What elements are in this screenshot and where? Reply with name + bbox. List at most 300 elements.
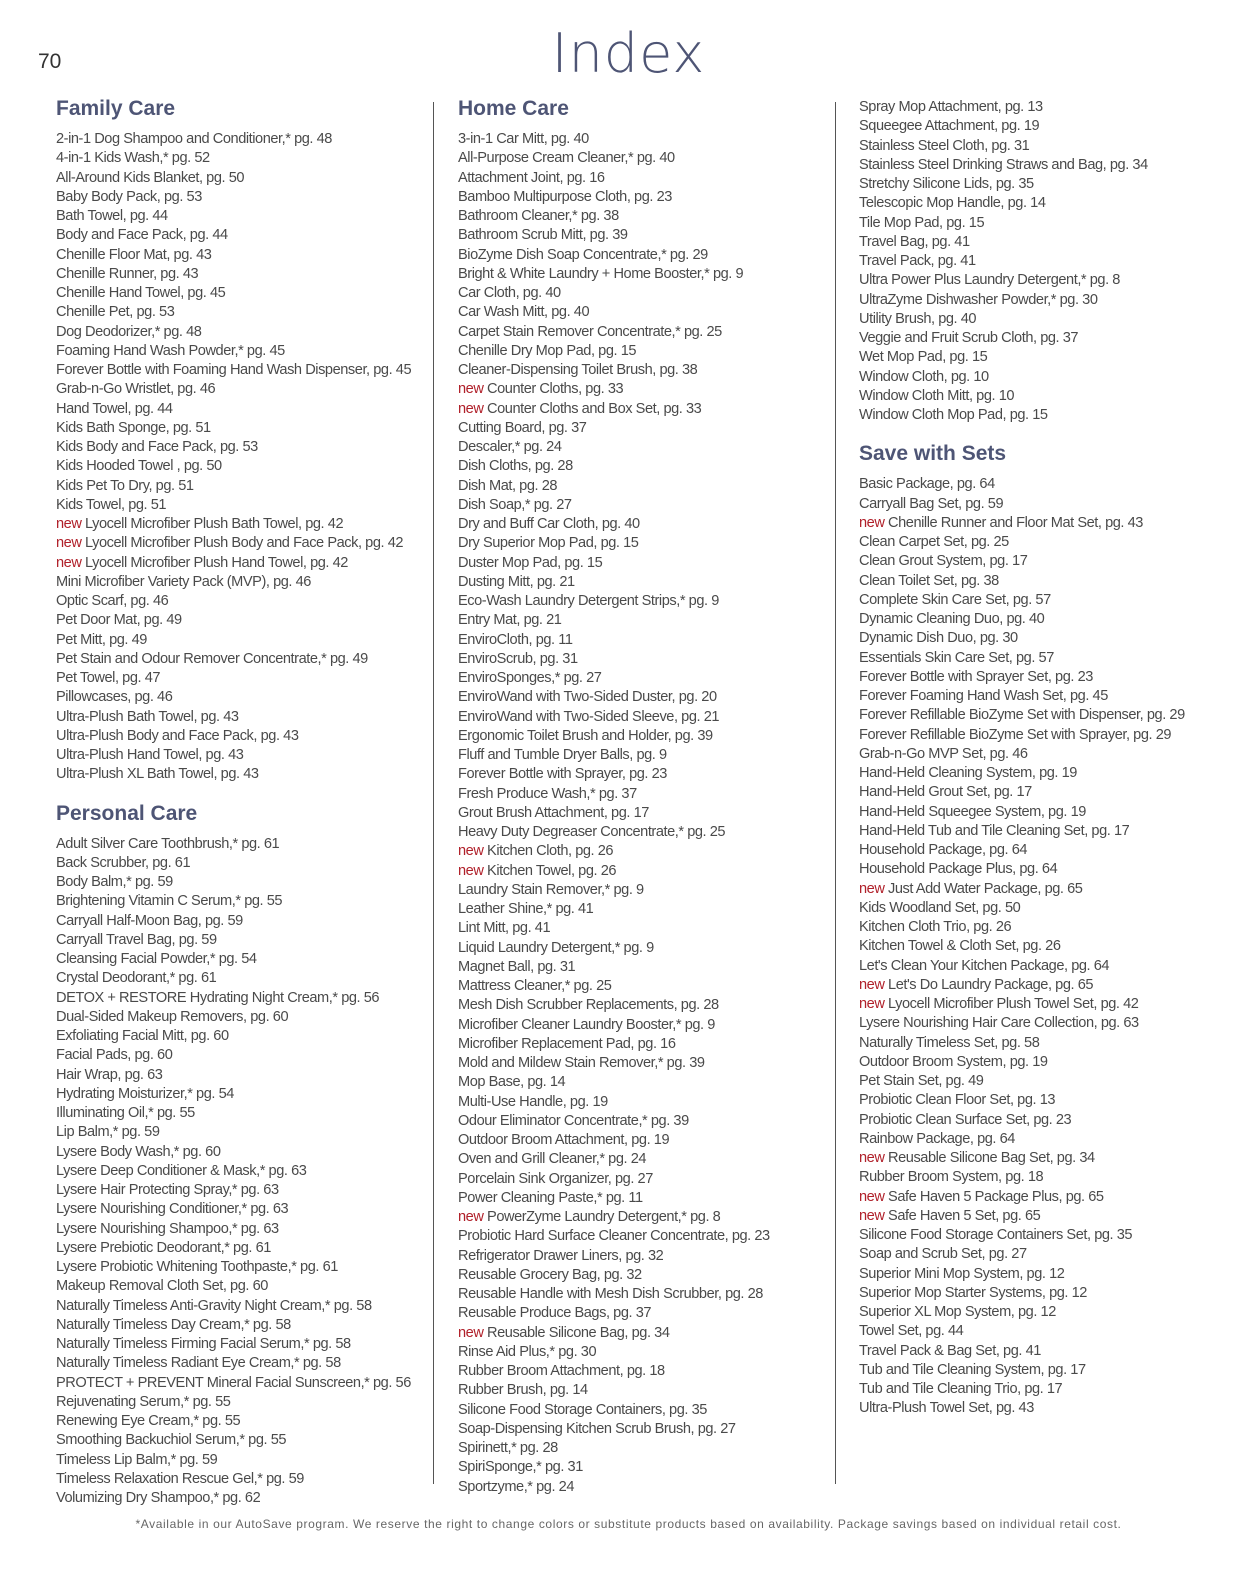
index-entry bbox=[859, 1245, 1239, 1264]
index-entry-text: Bamboo Multipurpose Cloth, pg. 23 bbox=[458, 188, 672, 205]
index-entry bbox=[859, 610, 1239, 629]
index-entry bbox=[458, 1112, 828, 1131]
index-entry-text: Bath Towel, pg. 44 bbox=[56, 208, 168, 224]
section-heading: Personal Care bbox=[56, 801, 198, 825]
index-entry bbox=[458, 188, 828, 207]
index-entry bbox=[859, 1168, 1239, 1187]
index-entry bbox=[458, 1227, 828, 1246]
index-entry bbox=[458, 650, 828, 669]
index-entry-text: Magnet Ball, pg. 31 bbox=[458, 958, 576, 975]
index-entry bbox=[859, 880, 1239, 899]
index-entry bbox=[859, 98, 1239, 117]
index-entry-text: Silicone Food Storage Containers, pg. 35 bbox=[458, 1401, 707, 1418]
index-entry bbox=[56, 989, 416, 1008]
index-entry bbox=[859, 387, 1239, 406]
index-entry bbox=[458, 1035, 828, 1054]
index-entry-text: 4-in-1 Kids Wash,* pg. 52 bbox=[56, 150, 210, 167]
index-entry-text: Lysere Body Wash,* pg. 60 bbox=[56, 1143, 221, 1160]
index-entry-text: Kids Bath Sponge, pg. 51 bbox=[56, 419, 211, 436]
index-entry bbox=[859, 899, 1239, 918]
index-entry-text: Porcelain Sink Organizer, pg. 27 bbox=[458, 1170, 653, 1187]
index-entry-text: Tub and Tile Cleaning Trio, pg. 17 bbox=[859, 1381, 1063, 1397]
new-label: new bbox=[859, 996, 889, 1012]
index-entry-text: Probiotic Clean Floor Set, pg. 13 bbox=[859, 1092, 1056, 1109]
index-entry bbox=[56, 149, 416, 168]
index-entry bbox=[859, 957, 1239, 976]
index-entry bbox=[56, 1297, 416, 1316]
new-label: new bbox=[458, 400, 488, 417]
index-entry-text: Kids Woodland Set, pg. 50 bbox=[859, 899, 1021, 916]
index-entry-text: Kitchen Cloth Trio, pg. 26 bbox=[859, 919, 1012, 935]
index-entry bbox=[458, 765, 828, 784]
index-entry bbox=[458, 1266, 828, 1285]
index-column-1 bbox=[56, 96, 416, 1508]
index-entry bbox=[859, 995, 1239, 1014]
index-entry-text: Odour Eliminator Concentrate,* pg. 39 bbox=[458, 1112, 689, 1129]
index-entry-text: Forever Bottle with Foaming Hand Wash Dispenser, pg. 45 bbox=[56, 362, 412, 378]
index-entry bbox=[458, 169, 828, 188]
index-entry-text: Utility Brush, pg. 40 bbox=[859, 310, 977, 327]
index-entry-text: Sportzyme,* pg. 24 bbox=[458, 1478, 575, 1495]
index-entry bbox=[56, 419, 416, 438]
index-entry bbox=[458, 823, 828, 842]
index-entry-text: Lysere Nourishing Shampoo,* pg. 63 bbox=[56, 1220, 279, 1237]
index-entry bbox=[56, 226, 416, 245]
index-entry bbox=[458, 1285, 828, 1304]
index-entry-text: 3-in-1 Car Mitt, pg. 40 bbox=[458, 131, 589, 147]
index-entry bbox=[859, 1091, 1239, 1110]
index-entry-text: Window Cloth Mop Pad, pg. 15 bbox=[859, 407, 1048, 423]
index-entry bbox=[56, 1008, 416, 1027]
index-entry bbox=[458, 919, 828, 938]
index-entry-text: Cleansing Facial Powder,* pg. 54 bbox=[56, 951, 257, 967]
index-entry-text: Pet Mitt, pg. 49 bbox=[56, 631, 147, 648]
index-entry bbox=[859, 860, 1239, 879]
index-entry-text: All-Around Kids Blanket, pg. 50 bbox=[56, 169, 245, 186]
index-entry bbox=[56, 1027, 416, 1046]
new-label: new bbox=[859, 1150, 889, 1166]
index-entry-text: Optic Scarf, pg. 46 bbox=[56, 593, 169, 609]
index-entry-text: Stretchy Silicone Lids, pg. 35 bbox=[859, 176, 1034, 192]
index-entry-text: Naturally Timeless Day Cream,* pg. 58 bbox=[56, 1316, 291, 1333]
index-entry bbox=[56, 130, 416, 149]
index-entry-text: Forever Refillable BioZyme Set with Sprayer, pg. 29 bbox=[859, 726, 1172, 743]
index-entry bbox=[458, 1093, 828, 1112]
index-entry bbox=[859, 1342, 1239, 1361]
page-number: 70 bbox=[38, 50, 62, 73]
index-entry-text: Clean Grout System, pg. 17 bbox=[859, 553, 1028, 570]
index-entry-text: 2-in-1 Dog Shampoo and Conditioner,* pg. 48 bbox=[56, 131, 332, 147]
index-entry bbox=[458, 996, 828, 1015]
index-entry-text: Timeless Lip Balm,* pg. 59 bbox=[56, 1451, 218, 1468]
index-section bbox=[458, 96, 828, 1497]
index-entry-text: Superior XL Mop System, pg. 12 bbox=[859, 1304, 1056, 1320]
index-column-3 bbox=[859, 98, 1239, 1419]
index-entry-text: Superior Mop Starter Systems, pg. 12 bbox=[859, 1284, 1087, 1301]
index-entry bbox=[859, 117, 1239, 136]
index-entry-text: Wet Mop Pad, pg. 15 bbox=[859, 349, 988, 366]
index-entry-text: Dry and Buff Car Cloth, pg. 40 bbox=[458, 516, 640, 532]
index-entry-text: Baby Body Pack, pg. 53 bbox=[56, 188, 202, 205]
new-label: new bbox=[458, 1324, 488, 1341]
index-entry-text: Ultra-Plush Hand Towel, pg. 43 bbox=[56, 747, 244, 763]
index-entry bbox=[56, 950, 416, 969]
index-entry-text: Heavy Duty Degreaser Concentrate,* pg. 25 bbox=[458, 824, 726, 840]
index-entry bbox=[859, 368, 1239, 387]
index-entry bbox=[859, 175, 1239, 194]
index-entry-text: Superior Mini Mop System, pg. 12 bbox=[859, 1265, 1065, 1282]
index-entry-text: Pet Towel, pg. 47 bbox=[56, 670, 161, 686]
index-entry bbox=[458, 592, 828, 611]
index-entry-text: Stainless Steel Drinking Straws and Bag, pg. 34 bbox=[859, 156, 1148, 173]
footnote: *Available in our AutoSave program. We reserve the right to change colors or substitute products based on availability. Package savings based on individual retail cost. bbox=[135, 1517, 1122, 1531]
new-label: new bbox=[56, 516, 86, 532]
index-entry bbox=[458, 1073, 828, 1092]
index-entry bbox=[56, 573, 416, 592]
index-entry-text: Mattress Cleaner,* pg. 25 bbox=[458, 978, 612, 994]
index-entry bbox=[458, 1381, 828, 1400]
index-entry bbox=[56, 554, 416, 573]
index-entry bbox=[458, 669, 828, 688]
index-entry bbox=[859, 495, 1239, 514]
index-entry bbox=[859, 156, 1239, 175]
index-entry-text: Telescopic Mop Handle, pg. 14 bbox=[859, 195, 1046, 212]
index-entry bbox=[458, 265, 828, 284]
index-entry bbox=[56, 1354, 416, 1373]
index-entry-text: Mop Base, pg. 14 bbox=[458, 1074, 566, 1091]
index-entry bbox=[859, 1053, 1239, 1072]
index-entry bbox=[458, 284, 828, 303]
index-entry-text: Mold and Mildew Stain Remover,* pg. 39 bbox=[458, 1055, 705, 1071]
index-entry bbox=[56, 854, 416, 873]
index-entry bbox=[859, 726, 1239, 745]
page-title: Index bbox=[551, 22, 706, 85]
index-entry bbox=[458, 785, 828, 804]
index-entry-text: Kitchen Towel, pg. 26 bbox=[487, 862, 617, 879]
index-entry bbox=[859, 841, 1239, 860]
index-entry bbox=[458, 573, 828, 592]
new-label: new bbox=[458, 381, 488, 398]
index-entry bbox=[859, 137, 1239, 156]
index-entry-text: Chenille Dry Mop Pad, pg. 15 bbox=[458, 342, 637, 359]
index-entry-text: Dish Cloths, pg. 28 bbox=[458, 458, 573, 475]
index-entry-text: EnviroSponges,* pg. 27 bbox=[458, 670, 602, 686]
index-entry bbox=[859, 1188, 1239, 1207]
index-entry-text: Clean Carpet Set, pg. 25 bbox=[859, 534, 1009, 550]
index-entry-text: Let's Do Laundry Package, pg. 65 bbox=[888, 976, 1094, 993]
index-entry-text: Forever Bottle with Sprayer, pg. 23 bbox=[458, 766, 667, 783]
index-entry bbox=[56, 892, 416, 911]
index-entry-text: Stainless Steel Cloth, pg. 31 bbox=[859, 137, 1030, 154]
index-entry-text: Kids Hooded Towel , pg. 50 bbox=[56, 458, 222, 475]
index-entry bbox=[56, 1489, 416, 1508]
index-entry bbox=[859, 252, 1239, 271]
index-entry bbox=[56, 1431, 416, 1450]
index-entry-text: Rubber Broom System, pg. 18 bbox=[859, 1169, 1044, 1186]
index-entry bbox=[458, 1458, 828, 1477]
index-entry bbox=[859, 629, 1239, 648]
index-entry bbox=[458, 438, 828, 457]
index-entry bbox=[458, 727, 828, 746]
index-entry-text: Kids Body and Face Pack, pg. 53 bbox=[56, 439, 258, 455]
index-entry bbox=[56, 912, 416, 931]
index-entry bbox=[56, 1162, 416, 1181]
index-entry bbox=[859, 1380, 1239, 1399]
index-entry bbox=[859, 976, 1239, 995]
index-entry bbox=[56, 457, 416, 476]
index-entry-text: Crystal Deodorant,* pg. 61 bbox=[56, 970, 217, 987]
index-entry bbox=[458, 226, 828, 245]
index-entry-text: Let's Clean Your Kitchen Package, pg. 64 bbox=[859, 957, 1110, 974]
index-entry-text: Dusting Mitt, pg. 21 bbox=[458, 573, 575, 590]
index-entry bbox=[458, 149, 828, 168]
index-entry-text: Leather Shine,* pg. 41 bbox=[458, 901, 594, 917]
index-section bbox=[56, 96, 416, 785]
index-entry-text: Descaler,* pg. 24 bbox=[458, 439, 562, 455]
index-entry-text: Chenille Floor Mat, pg. 43 bbox=[56, 246, 212, 263]
index-entry-text: Cutting Board, pg. 37 bbox=[458, 419, 587, 436]
index-entry bbox=[458, 207, 828, 226]
index-entry-text: Foaming Hand Wash Powder,* pg. 45 bbox=[56, 342, 285, 359]
index-entry bbox=[56, 1200, 416, 1219]
index-entry bbox=[56, 438, 416, 457]
index-entry-text: Chenille Runner and Floor Mat Set, pg. 43 bbox=[888, 514, 1143, 531]
index-entry-text: Carryall Half-Moon Bag, pg. 59 bbox=[56, 912, 243, 929]
index-entry bbox=[458, 1054, 828, 1073]
index-entry bbox=[458, 515, 828, 534]
index-entry-text: Rainbow Package, pg. 64 bbox=[859, 1130, 1015, 1147]
index-entry-text: Lint Mitt, pg. 41 bbox=[458, 920, 551, 937]
index-entry bbox=[859, 1361, 1239, 1380]
index-entry bbox=[859, 310, 1239, 329]
index-entry-text: Ultra-Plush Towel Set, pg. 43 bbox=[859, 1400, 1034, 1417]
index-entry bbox=[56, 1123, 416, 1142]
index-entry-text: Attachment Joint, pg. 16 bbox=[458, 169, 605, 186]
index-entry bbox=[56, 1104, 416, 1123]
index-entry bbox=[458, 400, 828, 419]
index-entry-text: Hand-Held Tub and Tile Cleaning Set, pg. 17 bbox=[859, 822, 1130, 839]
index-entry bbox=[56, 611, 416, 630]
index-entry bbox=[859, 649, 1239, 668]
index-entry bbox=[56, 765, 416, 784]
index-entry-text: Mini Microfiber Variety Pack (MVP), pg. 46 bbox=[56, 573, 311, 590]
index-entry bbox=[56, 1066, 416, 1085]
index-entry-text: Lysere Probiotic Whitening Toothpaste,* pg. 61 bbox=[56, 1259, 338, 1275]
index-entry bbox=[56, 265, 416, 284]
index-entry-text: Dish Mat, pg. 28 bbox=[458, 477, 558, 494]
index-entry-text: UltraZyme Dishwasher Powder,* pg. 30 bbox=[859, 291, 1098, 308]
new-label: new bbox=[458, 862, 488, 879]
index-entry-text: Lyocell Microfiber Plush Body and Face Pack, pg. 42 bbox=[85, 535, 404, 552]
index-entry-text: All-Purpose Cream Cleaner,* pg. 40 bbox=[458, 150, 675, 167]
index-entry-text: BioZyme Dish Soap Concentrate,* pg. 29 bbox=[458, 246, 708, 263]
index-entry bbox=[859, 803, 1239, 822]
index-entry bbox=[458, 1016, 828, 1035]
index-entry bbox=[458, 881, 828, 900]
index-entry bbox=[458, 977, 828, 996]
index-entry-text: Smoothing Backuchiol Serum,* pg. 55 bbox=[56, 1432, 287, 1449]
index-entry bbox=[458, 958, 828, 977]
index-entry bbox=[458, 862, 828, 881]
index-entry-text: Microfiber Cleaner Laundry Booster,* pg. 9 bbox=[458, 1016, 715, 1033]
index-entry bbox=[859, 1303, 1239, 1322]
index-list bbox=[458, 130, 828, 1497]
new-label: new bbox=[56, 535, 86, 552]
index-entry bbox=[56, 284, 416, 303]
index-entry-text: Probiotic Hard Surface Cleaner Concentrate, pg. 23 bbox=[458, 1228, 770, 1245]
index-entry bbox=[458, 746, 828, 765]
index-entry bbox=[458, 1189, 828, 1208]
index-entry bbox=[56, 496, 416, 515]
index-entry-text: Body Balm,* pg. 59 bbox=[56, 874, 173, 890]
index-entry bbox=[56, 708, 416, 727]
index-entry bbox=[458, 842, 828, 861]
index-entry-text: SpiriSponge,* pg. 31 bbox=[458, 1459, 583, 1476]
index-entry bbox=[56, 1374, 416, 1393]
index-entry-text: Dynamic Cleaning Duo, pg. 40 bbox=[859, 611, 1045, 627]
index-entry-text: Just Add Water Package, pg. 65 bbox=[888, 880, 1083, 897]
index-entry-text: PROTECT + PREVENT Mineral Facial Sunscreen,* pg. 56 bbox=[56, 1374, 411, 1391]
index-entry bbox=[859, 822, 1239, 841]
index-entry bbox=[56, 400, 416, 419]
index-entry-text: Grab-n-Go Wristlet, pg. 46 bbox=[56, 381, 216, 398]
new-label: new bbox=[458, 1209, 488, 1225]
index-entry-text: Hand Towel, pg. 44 bbox=[56, 400, 173, 417]
index-entry-text: Spray Mop Attachment, pg. 13 bbox=[859, 99, 1043, 115]
index-entry bbox=[458, 708, 828, 727]
column-divider bbox=[433, 102, 434, 1484]
index-section bbox=[859, 98, 1239, 425]
index-entry bbox=[458, 1324, 828, 1343]
index-entry-text: Adult Silver Care Toothbrush,* pg. 61 bbox=[56, 835, 280, 852]
index-entry bbox=[458, 611, 828, 630]
index-entry-text: Window Cloth Mitt, pg. 10 bbox=[859, 387, 1015, 404]
index-entry-text: Power Cleaning Paste,* pg. 11 bbox=[458, 1189, 643, 1206]
index-entry bbox=[859, 745, 1239, 764]
index-entry-text: Naturally Timeless Firming Facial Serum,* pg. 58 bbox=[56, 1336, 351, 1352]
index-entry bbox=[458, 1208, 828, 1227]
index-entry-text: Ultra-Plush XL Bath Towel, pg. 43 bbox=[56, 766, 259, 783]
index-entry bbox=[56, 1239, 416, 1258]
index-entry bbox=[458, 1131, 828, 1150]
index-entry-text: Reusable Silicone Bag Set, pg. 34 bbox=[888, 1150, 1095, 1166]
index-entry bbox=[458, 554, 828, 573]
index-entry bbox=[859, 194, 1239, 213]
index-entry-text: Silicone Food Storage Containers Set, pg. 35 bbox=[859, 1227, 1133, 1243]
index-entry bbox=[859, 783, 1239, 802]
index-entry-text: Ultra-Plush Body and Face Pack, pg. 43 bbox=[56, 727, 299, 744]
index-entry bbox=[56, 534, 416, 553]
index-entry-text: Hydrating Moisturizer,* pg. 54 bbox=[56, 1085, 234, 1102]
section-heading: Family Care bbox=[56, 97, 176, 120]
index-entry bbox=[458, 303, 828, 322]
index-entry-text: Cleaner-Dispensing Toilet Brush, pg. 38 bbox=[458, 362, 698, 378]
index-entry bbox=[859, 937, 1239, 956]
index-entry-text: Lyocell Microfiber Plush Towel Set, pg. 42 bbox=[888, 996, 1139, 1012]
index-entry-text: Kids Towel, pg. 51 bbox=[56, 496, 167, 513]
index-entry bbox=[56, 323, 416, 342]
index-entry-text: Duster Mop Pad, pg. 15 bbox=[458, 554, 603, 571]
index-entry-text: Ultra Power Plus Laundry Detergent,* pg. 8 bbox=[859, 272, 1120, 289]
index-entry bbox=[56, 1085, 416, 1104]
index-entry-text: Refrigerator Drawer Liners, pg. 32 bbox=[458, 1247, 664, 1264]
index-entry bbox=[458, 688, 828, 707]
index-entry bbox=[458, 361, 828, 380]
index-entry bbox=[859, 706, 1239, 725]
index-entry-text: Hand-Held Grout Set, pg. 17 bbox=[859, 784, 1032, 801]
index-entry-text: Naturally Timeless Radiant Eye Cream,* pg. 58 bbox=[56, 1355, 341, 1372]
index-entry-text: EnviroWand with Two-Sided Sleeve, pg. 21 bbox=[458, 708, 720, 725]
index-entry bbox=[859, 1149, 1239, 1168]
index-entry-text: Tub and Tile Cleaning System, pg. 17 bbox=[859, 1361, 1086, 1378]
index-entry bbox=[859, 1322, 1239, 1341]
index-entry bbox=[56, 688, 416, 707]
index-entry bbox=[859, 552, 1239, 571]
index-entry-text: Fresh Produce Wash,* pg. 37 bbox=[458, 785, 637, 802]
column-divider bbox=[835, 102, 836, 1484]
index-entry-text: Lysere Deep Conditioner & Mask,* pg. 63 bbox=[56, 1162, 307, 1179]
index-entry bbox=[56, 342, 416, 361]
index-entry-text: Liquid Laundry Detergent,* pg. 9 bbox=[458, 939, 654, 956]
index-entry bbox=[859, 687, 1239, 706]
index-entry bbox=[56, 515, 416, 534]
index-entry-text: Naturally Timeless Set, pg. 58 bbox=[859, 1034, 1040, 1051]
index-entry-text: Grab-n-Go MVP Set, pg. 46 bbox=[859, 745, 1028, 762]
index-entry bbox=[56, 592, 416, 611]
index-section bbox=[859, 441, 1239, 1418]
index-entry-text: Squeegee Attachment, pg. 19 bbox=[859, 118, 1040, 135]
index-entry bbox=[859, 1207, 1239, 1226]
index-entry-text: Lysere Nourishing Conditioner,* pg. 63 bbox=[56, 1201, 289, 1218]
index-entry-text: Clean Toilet Set, pg. 38 bbox=[859, 572, 999, 589]
index-entry-text: Rejuvenating Serum,* pg. 55 bbox=[56, 1393, 231, 1410]
index-entry bbox=[458, 1439, 828, 1458]
index-entry-text: Lysere Prebiotic Deodorant,* pg. 61 bbox=[56, 1239, 271, 1256]
index-entry-text: Outdoor Broom Attachment, pg. 19 bbox=[458, 1132, 670, 1148]
index-entry-text: EnviroScrub, pg. 31 bbox=[458, 650, 578, 667]
index-entry-text: Outdoor Broom System, pg. 19 bbox=[859, 1053, 1048, 1070]
index-entry bbox=[458, 804, 828, 823]
index-entry-text: EnviroWand with Two-Sided Duster, pg. 20 bbox=[458, 689, 717, 706]
index-entry bbox=[458, 939, 828, 958]
index-entry bbox=[56, 1470, 416, 1489]
index-entry bbox=[458, 380, 828, 399]
index-entry-text: Dynamic Dish Duo, pg. 30 bbox=[859, 630, 1018, 647]
index-entry bbox=[859, 1072, 1239, 1091]
index-entry-text: Ultra-Plush Bath Towel, pg. 43 bbox=[56, 708, 239, 725]
index-entry bbox=[859, 475, 1239, 494]
index-entry-text: Lyocell Microfiber Plush Bath Towel, pg. 42 bbox=[85, 516, 344, 532]
index-entry-text: Entry Mat, pg. 21 bbox=[458, 612, 562, 629]
index-entry-text: Window Cloth, pg. 10 bbox=[859, 368, 989, 385]
index-entry-text: Chenille Pet, pg. 53 bbox=[56, 304, 175, 321]
index-entry-text: Renewing Eye Cream,* pg. 55 bbox=[56, 1413, 241, 1429]
index-entry bbox=[56, 1277, 416, 1296]
index-entry-text: Dry Superior Mop Pad, pg. 15 bbox=[458, 535, 639, 552]
index-entry bbox=[56, 1220, 416, 1239]
index-entry bbox=[56, 1046, 416, 1065]
index-entry-text: Rubber Brush, pg. 14 bbox=[458, 1382, 588, 1399]
index-entry-text: Hand-Held Cleaning System, pg. 19 bbox=[859, 765, 1077, 781]
index-entry-text: Brightening Vitamin C Serum,* pg. 55 bbox=[56, 893, 283, 910]
section-heading: Save with Sets bbox=[859, 442, 1007, 466]
index-entry-text: Pillowcases, pg. 46 bbox=[56, 689, 173, 706]
index-entry-text: Pet Stain and Odour Remover Concentrate,* pg. 49 bbox=[56, 650, 368, 667]
index-entry-text: Tile Mop Pad, pg. 15 bbox=[859, 214, 985, 231]
index-list bbox=[56, 835, 416, 1509]
index-entry-text: Safe Haven 5 Set, pg. 65 bbox=[888, 1207, 1041, 1224]
index-entry bbox=[458, 496, 828, 515]
